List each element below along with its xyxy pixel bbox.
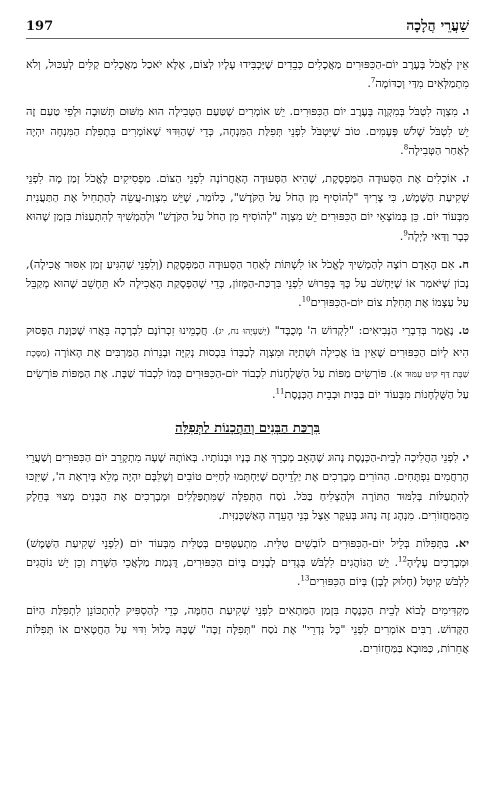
paragraph-text: מַקְדִּימִים לָבוֹא לְבֵית הַכְּנֶסֶת בִּזְמַן הַמַּתְאִים לִפְנֵי שְׁקִיעַת הַחַמָּה, כְּדֵי לְהַסְפִּיק לְהִתְכּוֹנֵן לִתְפִלַּת הַיּוֹם הַקָּדוֹשׁ. רַבִּים אוֹמְרִים לִפְנֵי "כָּל נִדְרֵי" אֶת נֹסַח "תְּפִלָּה זַכָּה" שֶׁבָּהּ כָּלוּל וִדּוּי עַל הַחֲטָאִים אוֹ תְּפִלּוֹת אֲחֵרוֹת, כַּמּוּבָא בַּמַּחֲזוֹרִים.: [26, 603, 469, 656]
footnote-marker: 7: [370, 76, 376, 85]
paragraph-label: ז.: [461, 171, 469, 186]
paragraph-text: נֶאֱמַר בְּדִבְרֵי הַנְּבִיאִים: "לִקְדוֹשׁ ה' מְכֻבָּד": [274, 324, 454, 338]
page-number: 197: [26, 18, 54, 34]
paragraph-11: יא. בַּתְּפִלּוֹת בְּלֵיל יוֹם-הַכִּפּוּרִים לוֹבְשִׁים טַלִּית. מִתְעַטְּפִים בְּטַלִּית מִבְּעוֹד יוֹם (לִפְנֵי שְׁקִיעַת הַשֶּׁמֶשׁ) וּמְבָרְכִים עָלֶיהָ$^{12}$. יֵשׁ הַנּוֹהֲגִים לִלְבֹּשׁ בְּגָדִים לְבָנִים בְּיוֹם הַכִּפּוּרִים, דֻּגְמַת מַלְאֲכֵי הַשָּׁרֵת וְכֵן יֵשׁ נוֹהֲגִים לִלְבֹּשׁ קִיטְל (חָלוּק לָבָן) בְּיוֹם הַכִּפּוּרִים$^{13}$.: [26, 536, 469, 589]
footnote-marker: 13: [300, 574, 310, 583]
page-header: [26, 16, 469, 39]
paragraph-9: ט. נֶאֱמַר בְּדִבְרֵי הַנְּבִיאִים: "לִקְדוֹשׁ ה' מְכֻבָּד" (יְשַׁעְיָהוּ נח, יג). חֲכָמֵינוּ זִכְרוֹנָם לִבְרָכָה בֵּאֲרוּ שֶׁכַּוָּנַת הַפָּסוּק הִיא לְיוֹם הַכִּפּוּרִים שֶׁאֵין בּוֹ אֲכִילָה וּשְׁתִיָּה וּמִצְוָה לְכַבְּדוֹ בִּכְסוּת נְקִיָּה וּבְנֵרוֹת הַמַּרְבִּים אֶת הָאוֹרָה (מַסֶּכֶת שַׁבָּת דַּף קיט עַמּוּד א). פּוֹרְשִׂים מַפּוֹת עַל הַשֻּׁלְחָנוֹת לִכְבוֹד יוֹם-הַכִּפּוּרִים כְּמוֹ לִכְבוֹד שַׁבָּת. אֶת הַמַּפּוֹת פּוֹרְשִׂים עַל הַשֻּׁלְחָנוֹת מִבְּעוֹד יוֹם בַּבַּיִת וּבְבֵית הַכְּנֶסֶת$^{11}$.: [26, 323, 470, 402]
paragraph-text: לִפְנֵי הַהֲלִיכָה לְבֵית-הַכְּנֶסֶת נָהוּג שֶׁהָאָב מְבָרֵךְ אֶת בָּנָיו וּבְנוֹתָיו. בְּאוֹתָהּ שָׁעָה מִתְקָרֵב יוֹם הַכִּפּוּרִים וְשַׁעֲרֵי הָרַחֲמִים נִפְתָּחִים. הַהוֹרִים מְבָרְכִים אֶת יַלְדֵיהֶם שֶׁיַּחְתְּמוּ לְחַיִּים טוֹבִים וְשֶׁלִּבָּם יִהְיֶה מָלֵא בְּיִרְאַת ה', שֶׁיִּזְכּוּ לְהִתְעַלּוֹת בְּלִמּוּד הַתּוֹרָה וּלְהַצְלִיחַ בַּכֹּל. נֹסַח הַתְּפִלָּה שֶׁמִּתְפַּלְּלִים וּמְבָרְכִים אֶת הַבָּנִים מָצוּי בְּחֵלֶק מֵהַמַּחֲזוֹרִים. מִנְהָג זֶה נָהוּג בְּעִקָּר אֵצֶל בְּנֵי הָעֵדָה הָאַשְׁכְּנַזִּית.: [26, 451, 469, 522]
paragraph-closing: [26, 601, 469, 659]
running-title: שַׁעֲרֵי הֲלָכָה: [406, 17, 469, 34]
paragraph-text: בַּתְּפִלּוֹת בְּלֵיל יוֹם-הַכִּפּוּרִים לוֹבְשִׁים טַלִּית. מִתְעַטְּפִים בְּטַלִּית מִבְּעוֹד יוֹם (לִפְנֵי שְׁקִיעַת הַשֶּׁמֶשׁ) וּמְבָרְכִים עָלֶיהָ: [26, 537, 469, 570]
paragraph-label: ו.: [462, 104, 470, 119]
paragraph-text: פּוֹרְשִׂים מַפּוֹת עַל הַשֻּׁלְחָנוֹת לִכְבוֹד יוֹם-הַכִּפּוּרִים כְּמוֹ לִכְבוֹד שַׁבָּת. אֶת הַמַּפּוֹת פּוֹרְשִׂים עַל הַשֻּׁלְחָנוֹת מִבְּעוֹד יוֹם בַּבַּיִת וּבְבֵית הַכְּנֶסֶת: [26, 366, 469, 402]
page-body: [26, 55, 469, 658]
section-title: בִּרְכַּת הַבָּנִים וְהַהֲכָנוֹת לַתְּפִלָּה: [175, 421, 320, 437]
source-citation: (יְשַׁעְיָהוּ נח, יג).: [212, 327, 271, 338]
paragraph-10: [26, 448, 469, 525]
paragraph-label: ט.: [458, 323, 469, 338]
paragraph-text: יֵשׁ הַנּוֹהֲגִים לִלְבֹּשׁ בְּגָדִים לְבָנִים בְּיוֹם הַכִּפּוּרִים, דֻּגְמַת מַלְאֲכֵי הַשָּׁרֵת וְכֵן יֵשׁ נוֹהֲגִים לִלְבֹּשׁ קִיטְל (חָלוּק לָבָן) בְּיוֹם הַכִּפּוּרִים: [26, 556, 469, 589]
paragraph: אֵין לֶאֱכֹל בְּעֶרֶב יוֹם-הַכִּפּוּרִים מַאֲכָלִים כְּבֵדִים שֶׁיַּכְבִּידוּ עָלָיו לְצוֹם, אֶלָּא יֹאכַל מַאֲכָלִים קַלִּים לְעִכּוּל, וְלֹא מִתְמַלְּאִים מִדַּי וְכַדּוֹמֶה$^7$.: [26, 58, 469, 91]
source-citation: (מַסֶּכֶת שַׁבָּת דַּף קיט עַמּוּד א).: [26, 348, 470, 380]
paragraph-label: יא.: [454, 536, 469, 551]
paragraph-8: ח. אִם הָאָדָם רוֹצֶה לְהַמְשִׁיךְ לֶאֱכֹל אוֹ לִשְׁתּוֹת לְאַחַר הַסְּעוּדָה הַמַּפְסֶקֶת (וְלִפְנֵי שֶׁהִגִּיעַ זְמַן אִסּוּר אֲכִילָה), נָכוֹן שֶׁיֹּאמַר אוֹ שֶׁיַּחְשֹׁב עַל כָּךְ בְּפֵרוּשׁ לִפְנֵי בִּרְכַּת-הַמָּזוֹן, כְּדֵי שֶׁהַפְסָקַת הָאֲכִילָה לֹא תֵּחָשֵׁב שֶׁהוּא מְקַבֵּל עַל עַצְמוֹ אֶת תְּחִלַּת צוֹם יוֹם-הַכִּפּוּרִים$^{10}$.: [26, 256, 469, 310]
paragraph-label: ח.: [458, 256, 469, 271]
footnote-marker: 8: [403, 143, 409, 152]
paragraph-text: אוֹכְלִים אֶת הַסְּעוּדָה הַמַּפְסֶקֶת, שֶׁהִיא הַסְּעוּדָה הָאַחֲרוֹנָה לִפְנֵי הַצּוֹם. מַפְסִיקִים לֶאֱכֹל זְמַן מָה לִפְנֵי שְׁקִיעַת הַשֶּׁמֶשׁ, כִּי צָרִיךְ "לְהוֹסִיף מִן הַחֹל עַל הַקֹּדֶשׁ", כְּלוֹמַר, שֶׁיֵּשׁ מִצְוַת-עֲשֵׂה לְהַתְחִיל אֶת הַתַּעֲנִית מִבְּעוֹד יוֹם. כֵּן בְּמוֹצָאֵי יוֹם הַכִּפּוּרִים יֵשׁ מִצְוָה "לְהוֹסִיף מִן הַחֹל עַל הַקֹּדֶשׁ" וּלְהַמְשִׁיךְ לְהִתְעַנּוֹת בִּזְמַן שֶׁהוּא כְּבָר וַדַּאי לַיְלָה: [26, 172, 469, 243]
paragraph-6: ו. מִצְוָה לִטְבֹּל בְּמִקְוֶה בְּעֶרֶב יוֹם הַכִּפּוּרִים. יֵשׁ אוֹמְרִים שֶׁטַּעַם הַטְּבִילָה הוּא מִשּׁוּם תְּשׁוּבָה וּלְפִי טַעַם זֶה יֵשׁ לִטְבֹּל שָׁלֹשׁ פְּעָמִים. טוֹב שֶׁיִּטְבֹּל לִפְנֵי תְּפִלַּת הַמִּנְחָה, כְּדֵי שֶׁהַוִּדּוּי שֶׁאוֹמְרִים בִּתְפִלַּת הַמִּנְחָה יִהְיֶה לְאַחַר הַטְּבִילָה$^8$.: [26, 104, 470, 157]
paragraph-7: ז. אוֹכְלִים אֶת הַסְּעוּדָה הַמַּפְסֶקֶת, שֶׁהִיא הַסְּעוּדָה הָאַחֲרוֹנָה לִפְנֵי הַצּוֹם. מַפְסִיקִים לֶאֱכֹל זְמַן מָה לִפְנֵי שְׁקִיעַת הַשֶּׁמֶשׁ, כִּי צָרִיךְ "לְהוֹסִיף מִן הַחֹל עַל הַקֹּדֶשׁ", כְּלוֹמַר, שֶׁיֵּשׁ מִצְוַת-עֲשֵׂה לְהַתְחִיל אֶת הַתַּעֲנִית מִבְּעוֹד יוֹם. כֵּן בְּמוֹצָאֵי יוֹם הַכִּפּוּרִים יֵשׁ מִצְוָה "לְהוֹסִיף מִן הַחֹל עַל הַקֹּדֶשׁ" וּלְהַמְשִׁיךְ לְהִתְעַנּוֹת בִּזְמַן שֶׁהוּא כְּבָר וַדַּאי לַיְלָה$^9$.: [26, 171, 469, 243]
paragraph-label: י.: [462, 450, 469, 465]
footnote-marker: 9: [403, 228, 408, 237]
paragraph-text: חֲכָמֵינוּ זִכְרוֹנָם לִבְרָכָה בֵּאֲרוּ שֶׁכַּוָּנַת הַפָּסוּק הִיא לְיוֹם הַכִּפּוּרִים שֶׁאֵין בּוֹ אֲכִילָה וּשְׁתִיָּה וּמִצְוָה לְכַבְּדוֹ בִּכְסוּת נְקִיָּה וּבְנֵרוֹת הַמַּרְבִּים אֶת הָאוֹרָה: [26, 324, 469, 359]
footnote-marker: 10: [301, 295, 311, 304]
footnote-marker: 11: [275, 387, 285, 396]
paragraph-text: אִם הָאָדָם רוֹצֶה לְהַמְשִׁיךְ לֶאֱכֹל אוֹ לִשְׁתּוֹת לְאַחַר הַסְּעוּדָה הַמַּפְסֶקֶת (וְלִפְנֵי שֶׁהִגִּיעַ זְמַן אִסּוּר אֲכִילָה), נָכוֹן שֶׁיֹּאמַר אוֹ שֶׁיַּחְשֹׁב עַל כָּךְ בְּפֵרוּשׁ לִפְנֵי בִּרְכַּת-הַמָּזוֹן, כְּדֵי שֶׁהַפְסָקַת הָאֲכִילָה לֹא תֵּחָשֵׁב שֶׁהוּא מְקַבֵּל עַל עַצְמוֹ אֶת תְּחִלַּת צוֹם יוֹם-הַכִּפּוּרִים: [26, 257, 469, 310]
footnote-marker: 12: [398, 555, 407, 564]
paragraph-text: מִצְוָה לִטְבֹּל בְּמִקְוֶה בְּעֶרֶב יוֹם הַכִּפּוּרִים. יֵשׁ אוֹמְרִים שֶׁטַּעַם הַטְּבִילָה הוּא מִשּׁוּם תְּשׁוּבָה וּלְפִי טַעַם זֶה יֵשׁ לִטְבֹּל שָׁלֹשׁ פְּעָמִים. טוֹב שֶׁיִּטְבֹּל לִפְנֵי תְּפִלַּת הַמִּנְחָה, כְּדֵי שֶׁהַוִּדּוּי שֶׁאוֹמְרִים בִּתְפִלַּת הַמִּנְחָה יִהְיֶה לְאַחַר הַטְּבִילָה: [26, 105, 469, 157]
paragraph-text: אֵין לֶאֱכֹל בְּעֶרֶב יוֹם-הַכִּפּוּרִים מַאֲכָלִים כְּבֵדִים שֶׁיַּכְבִּידוּ עָלָיו לְצוֹם, אֶלָּא יֹאכַל מַאֲכָלִים קַלִּים לְעִכּוּל, וְלֹא מִתְמַלְּאִים מִדַּי וְכַדּוֹמֶה: [26, 58, 469, 91]
